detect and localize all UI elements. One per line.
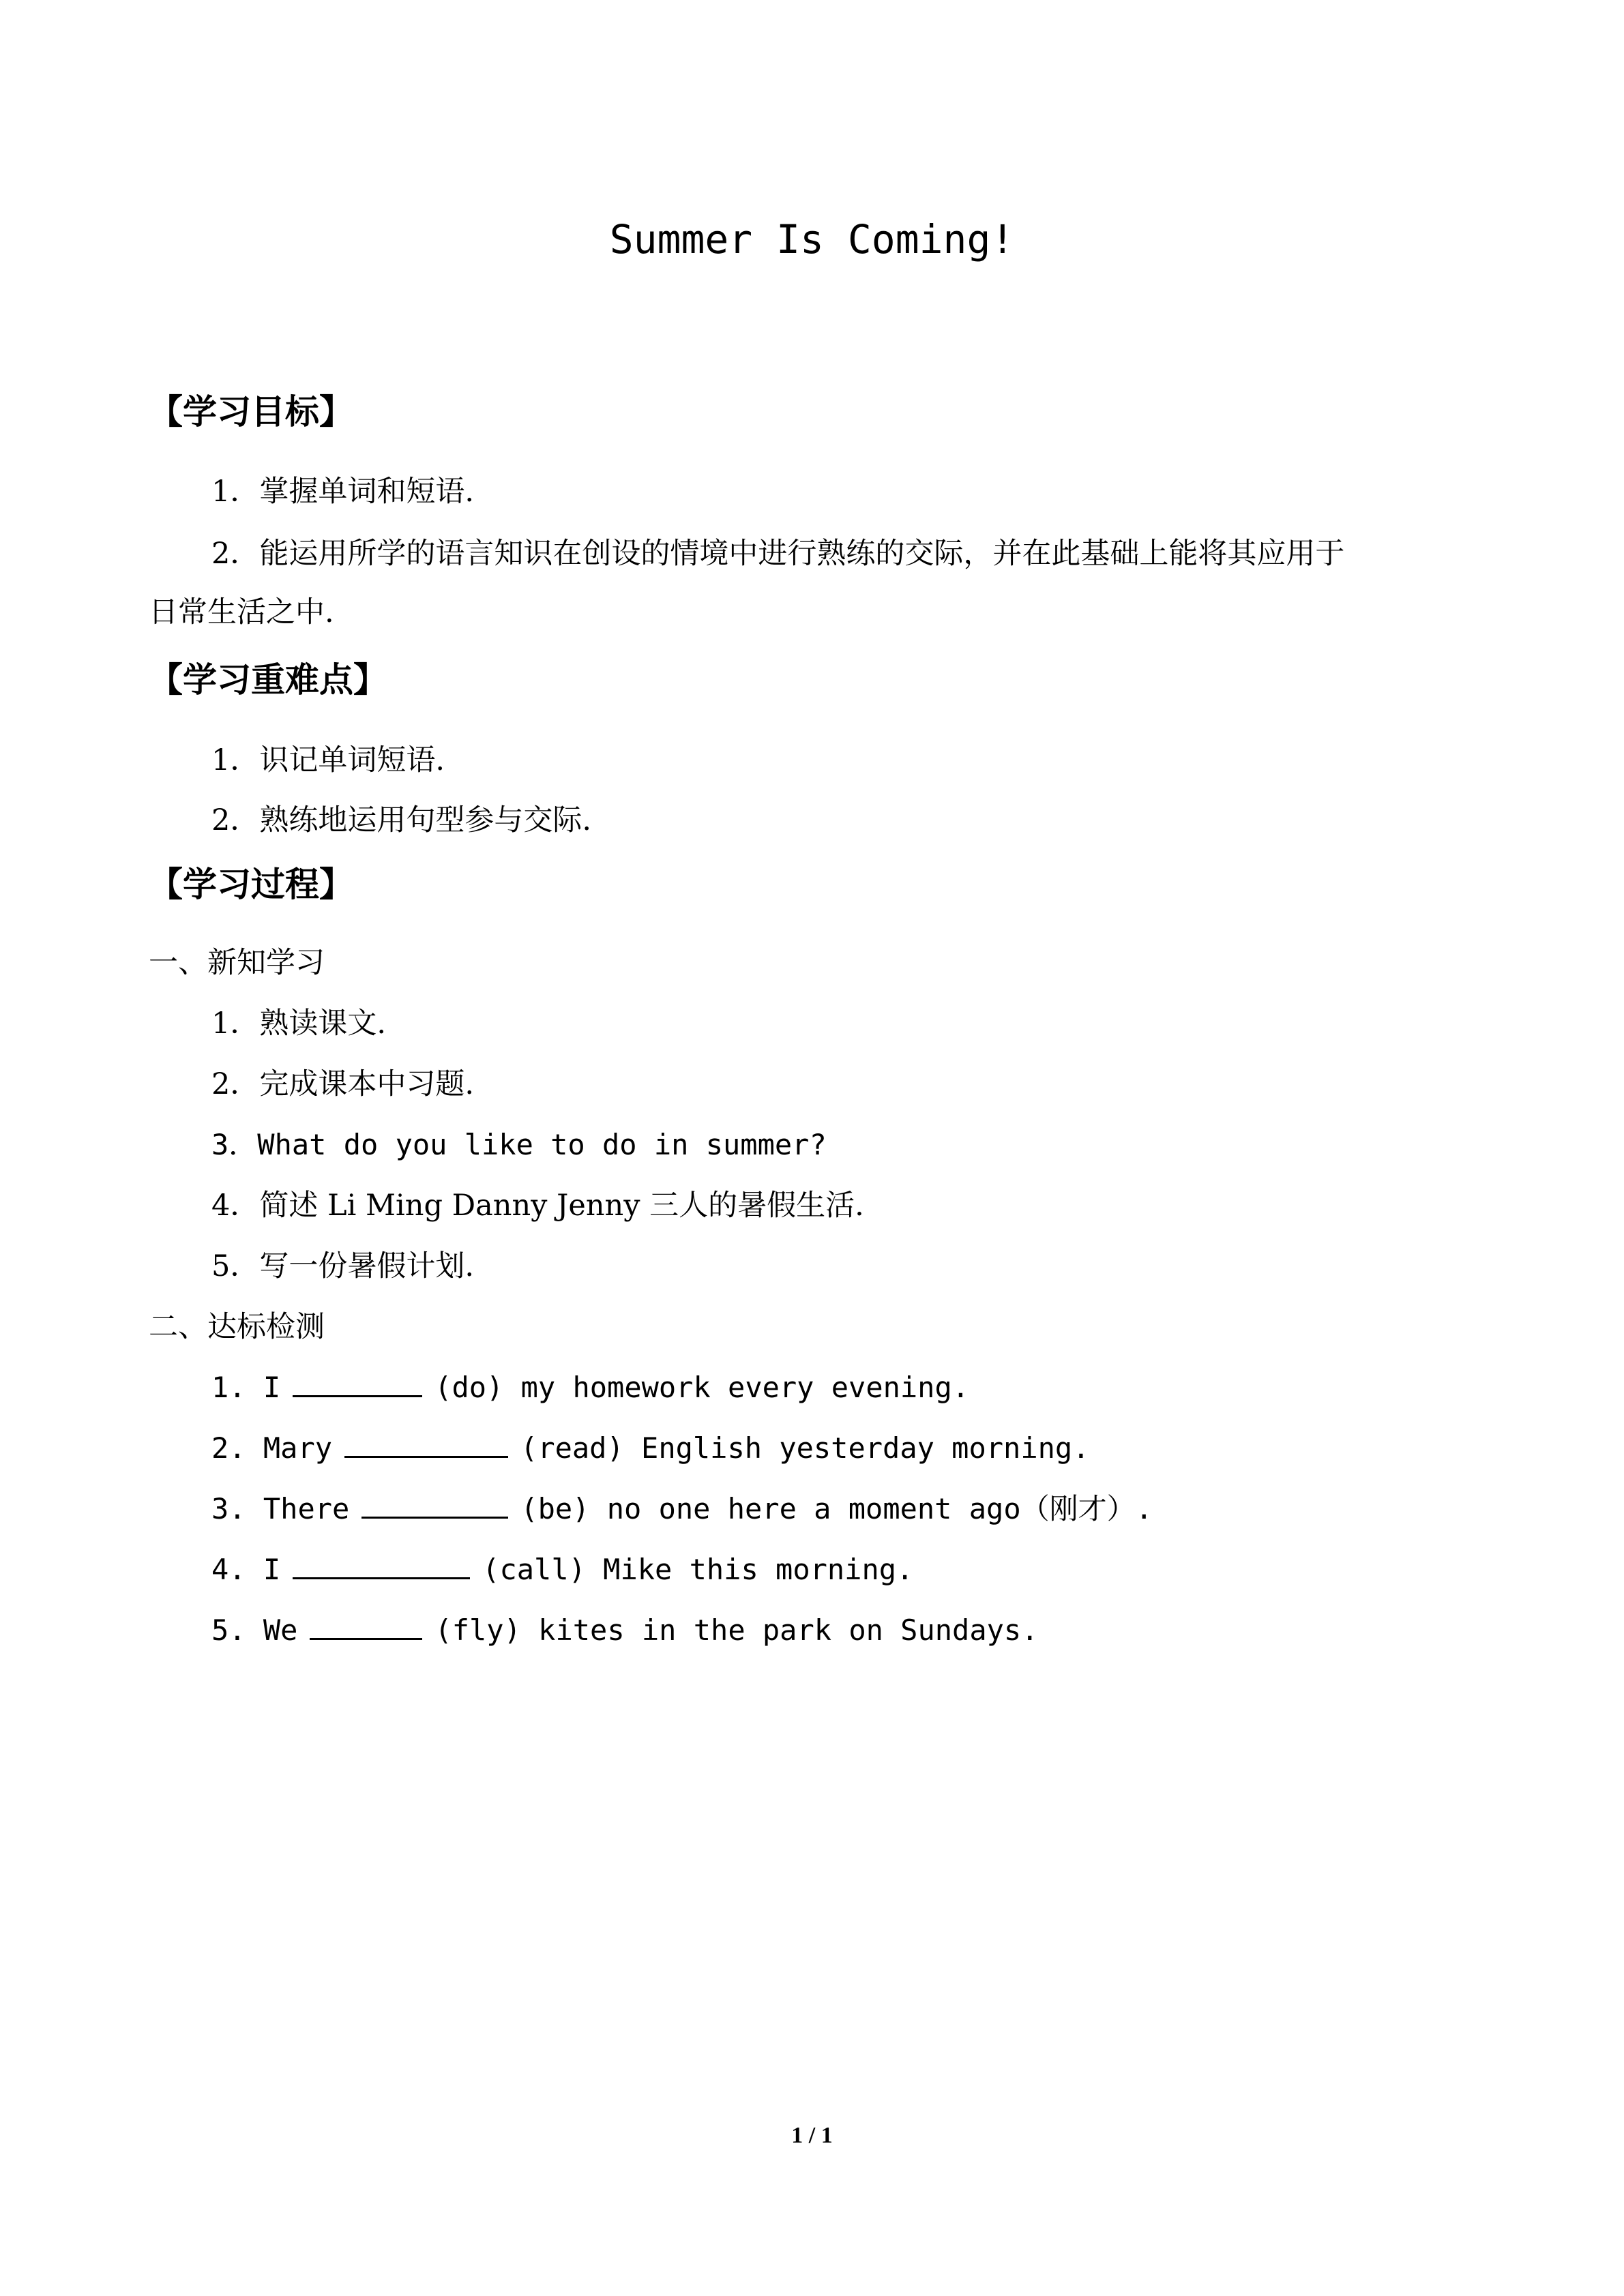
exercise-number: 1.	[211, 1371, 246, 1404]
process-item: 1．熟读课文.	[211, 1007, 387, 1041]
key-point-item: 1．识记单词短语.	[211, 743, 445, 777]
exercise-text: I	[263, 1371, 281, 1404]
process-item: 4．简述 Li Ming Danny Jenny 三人的暑假生活.	[211, 1189, 864, 1223]
process-item: 3．What do you like to do in summer?	[211, 1128, 827, 1161]
exercise-text: I	[263, 1553, 281, 1586]
section-heading-objectives: 【学习目标】	[149, 392, 353, 432]
exercise-line	[211, 1611, 1038, 1650]
exercise-text: (fly) kites in the park on Sundays.	[434, 1613, 1039, 1647]
answer-blank[interactable]	[310, 1612, 422, 1640]
process-item: 2．完成课本中习题.	[211, 1067, 475, 1101]
objective-item: 1．掌握单词和短语.	[211, 475, 475, 509]
exercise-text: (call) Mike this morning.	[482, 1553, 914, 1586]
process-part-label: 二、达标检测	[149, 1310, 325, 1344]
process-item: 5．写一份暑假计划.	[211, 1249, 475, 1283]
answer-blank[interactable]	[361, 1491, 508, 1519]
exercise-text: (do) my homework every evening.	[434, 1371, 970, 1404]
exercise-text: We	[263, 1613, 298, 1647]
answer-blank[interactable]	[293, 1369, 422, 1397]
exercise-number: 4.	[211, 1553, 246, 1586]
exercise-text: (be) no one here a moment ago（刚才）.	[520, 1492, 1153, 1525]
answer-blank[interactable]	[344, 1430, 508, 1458]
objective-item: 2．能运用所学的语言知识在创设的情境中进行熟练的交际，并在此基础上能将其应用于	[211, 537, 1345, 571]
exercise-line	[211, 1429, 1089, 1467]
objective-item-continuation: 日常生活之中.	[149, 595, 334, 629]
key-point-item: 2．熟练地运用句型参与交际.	[211, 803, 592, 837]
section-heading-key-points: 【学习重难点】	[149, 660, 387, 700]
exercise-line	[211, 1490, 1153, 1528]
exercise-text: (read) English yesterday morning.	[520, 1431, 1090, 1465]
exercise-number: 3.	[211, 1492, 246, 1525]
section-heading-process: 【学习过程】	[149, 865, 353, 904]
exercise-line	[211, 1369, 969, 1407]
page-title: Summer Is Coming!	[609, 216, 1015, 263]
page-number: 1 / 1	[791, 2123, 833, 2148]
exercise-number: 2.	[211, 1431, 246, 1465]
exercise-line	[211, 1551, 913, 1589]
exercise-number: 5.	[211, 1613, 246, 1647]
process-part-label: 一、新知学习	[149, 946, 325, 980]
answer-blank[interactable]	[293, 1551, 470, 1579]
exercise-text: There	[263, 1492, 350, 1525]
exercise-text: Mary	[263, 1431, 333, 1465]
